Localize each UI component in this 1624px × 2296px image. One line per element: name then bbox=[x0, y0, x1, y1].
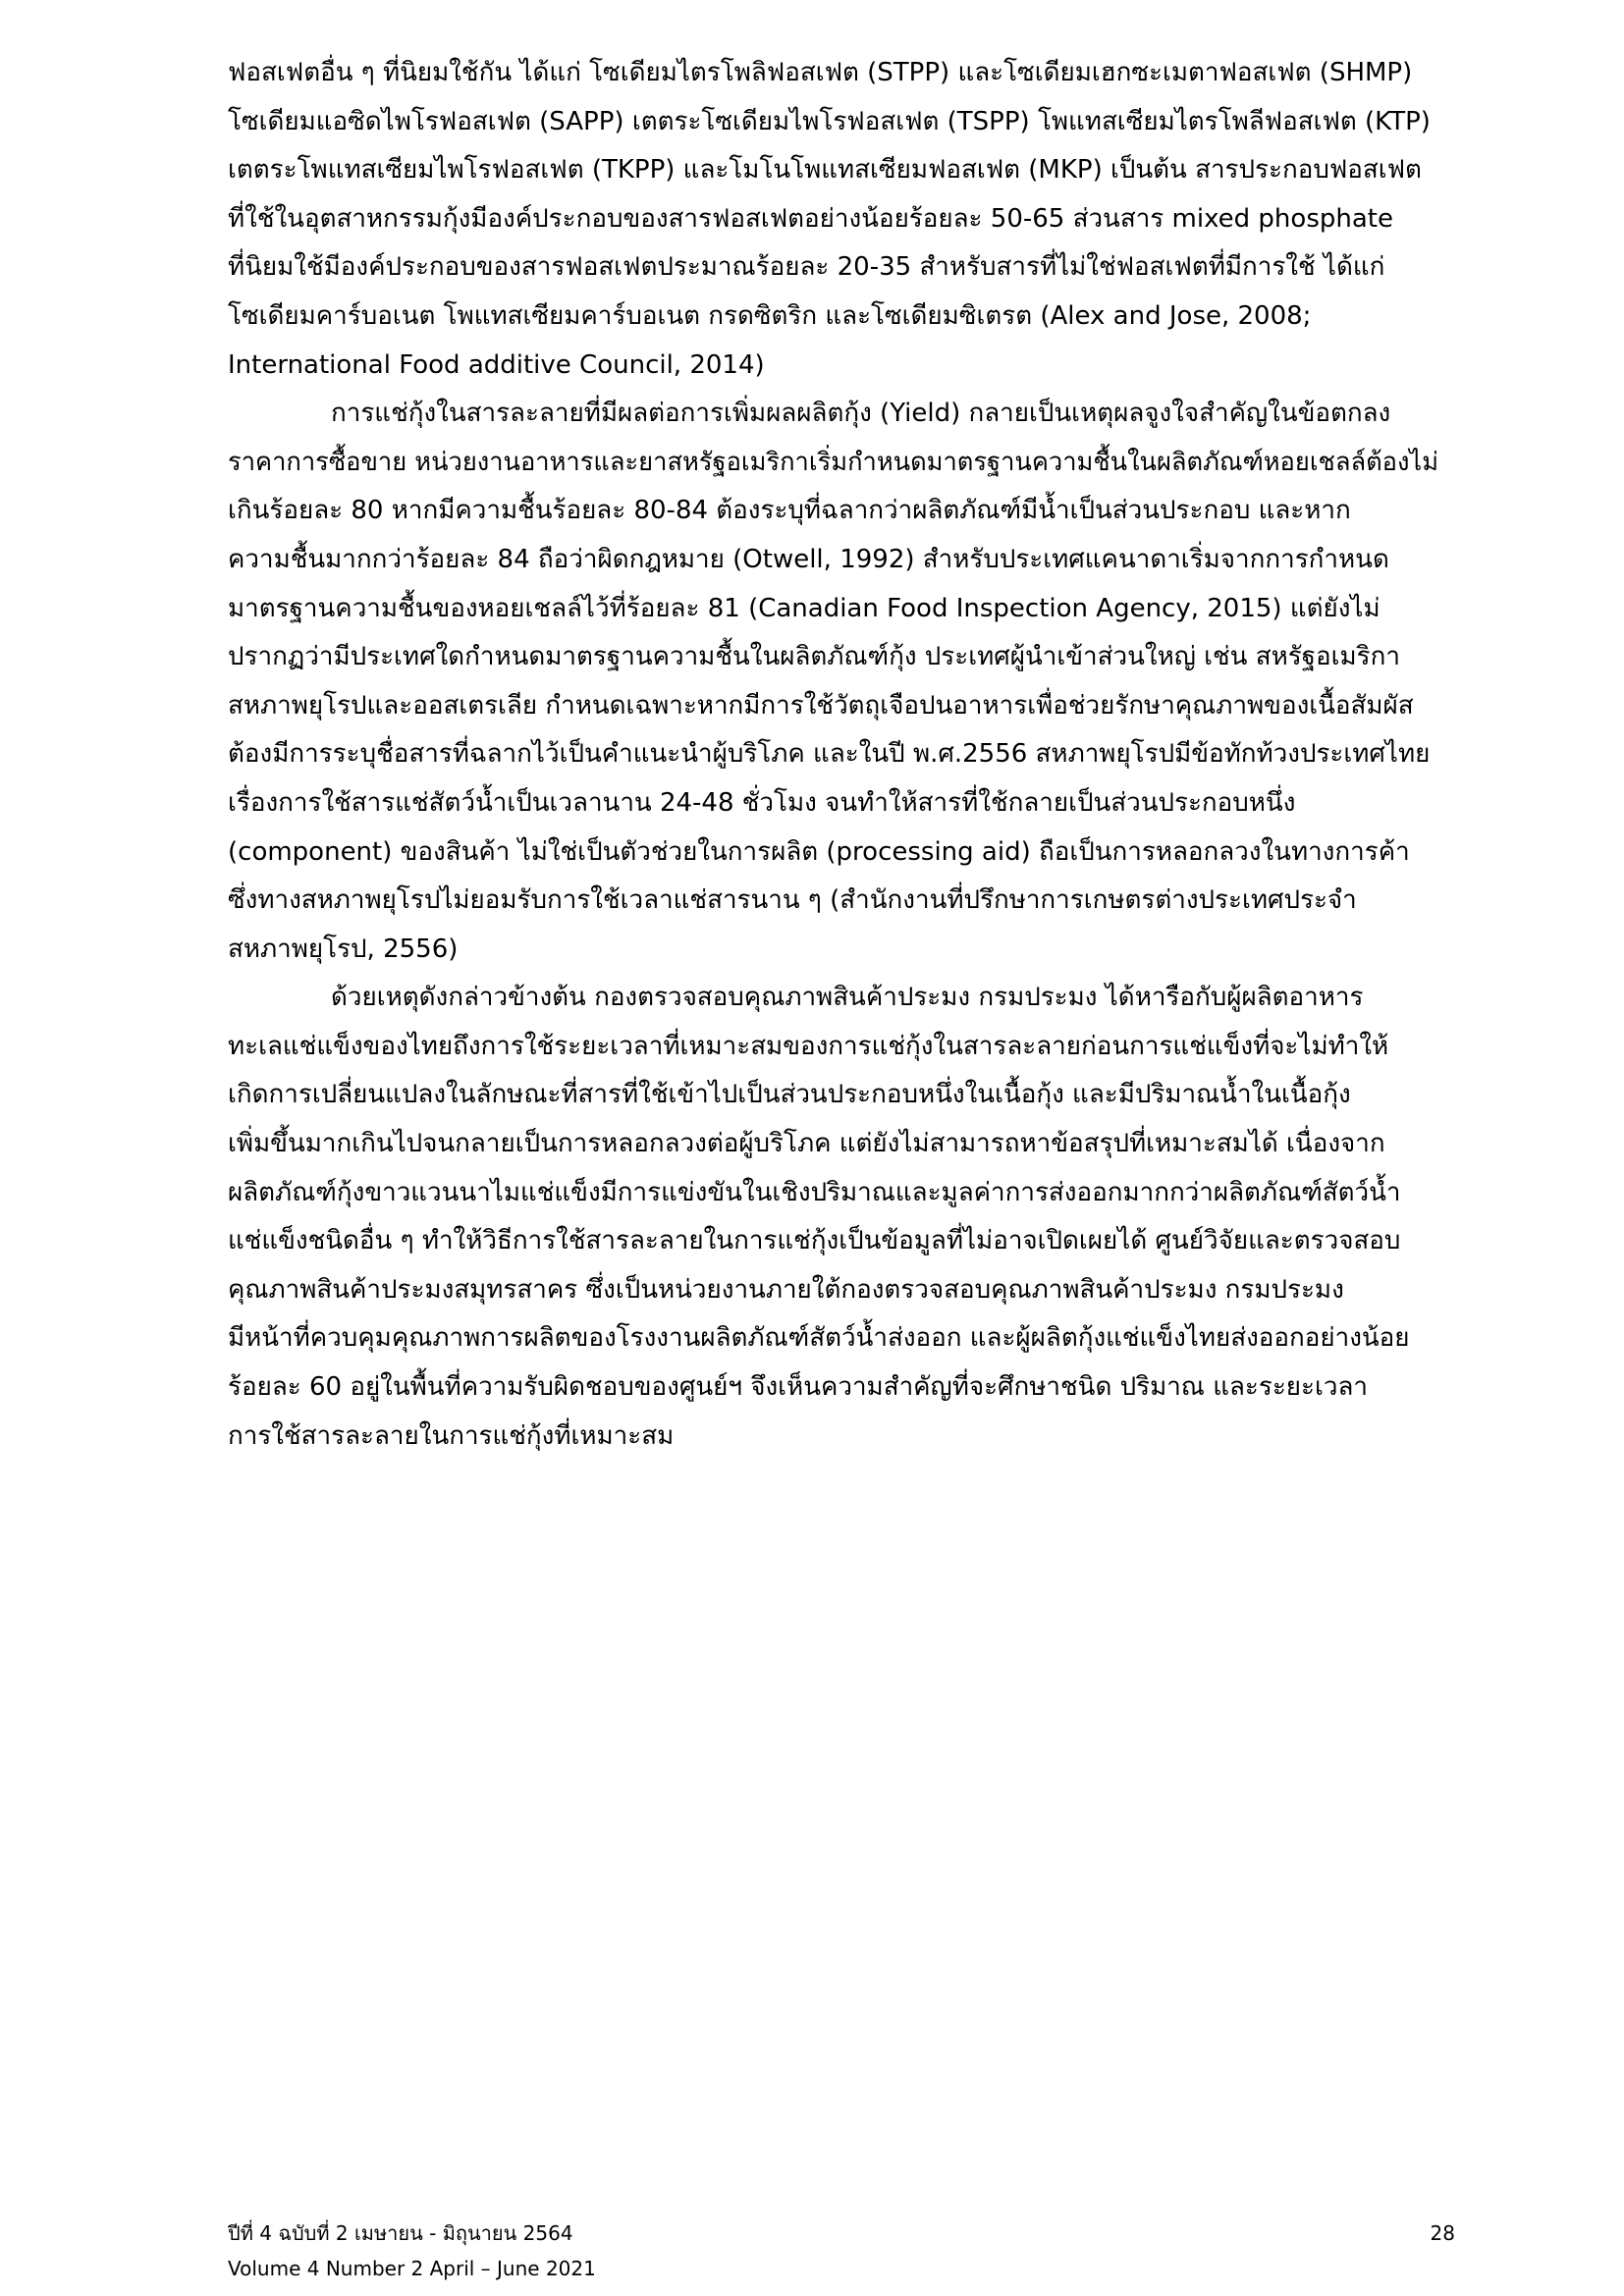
text-line: เตตระโพแทสเซียมไพโรฟอสเฟต (TKPP) และโมโนโพแทสเซียมฟอสเฟต (MKP) เป็นต้น สารประกอบฟอสเฟต bbox=[228, 155, 1422, 186]
text-line: ปรากฏว่ามีประเทศใดกำหนดมาตรฐานความชื้นในผลิตภัณฑ์กุ้ง ประเทศผู้นำเข้าส่วนใหญ่ เช่น สหรัฐอเมริกา bbox=[228, 642, 1400, 672]
text-line: ต้องมีการระบุชื่อสารที่ฉลากไว้เป็นคำแนะนำผู้บริโภค และในปี พ.ศ.2556 สหภาพยุโรปมีข้อทักท้วงประเทศไทย bbox=[228, 739, 1431, 770]
paragraph-first-line: การแช่กุ้งในสารละลายที่มีผลต่อการเพิ่มผลผลิตกุ้ง (Yield) กลายเป็นเหตุผลจูงใจสำคัญในข้อตกลง bbox=[331, 399, 1391, 429]
text-line: สหภาพยุโรปและออสเตรเลีย กำหนดเฉพาะหากมีการใช้วัตถุเจือปนอาหารเพื่อช่วยรักษาคุณภาพของเนื้อสัมผัส bbox=[228, 690, 1414, 721]
text-line: (component) ของสินค้า ไม่ใช่เป็นตัวช่วยในการผลิต (processing aid) ถือเป็นการหลอกลวงในทางการค้า bbox=[228, 836, 1410, 867]
page-number: 28 bbox=[1430, 2221, 1455, 2245]
text-line: โซเดียมแอซิดไพโรฟอสเฟต (SAPP) เตตระโซเดียมไพโรฟอสเฟต (TSPP) โพแทสเซียมไตรโพลีฟอสเฟต (KTP) bbox=[228, 106, 1431, 136]
body-text bbox=[228, 49, 1455, 1461]
text-line: มาตรฐานความชื้นของหอยเชลล์ไว้ที่ร้อยละ 81 (Canadian Food Inspection Agency, 2015) แต่ยังไม่ bbox=[228, 593, 1380, 623]
text-line: International Food additive Council, 2014) bbox=[228, 349, 765, 380]
text-line: ทะเลแช่แข็งของไทยถึงการใช้ระยะเวลาที่เหมาะสมของการแช่กุ้งในสารละลายก่อนการแช่แข็งที่จะไม่ทำให้ bbox=[228, 1031, 1389, 1061]
footer-issue-thai: ปีที่ 4 ฉบับที่ 2 เมษายน - มิถุนายน 2564 bbox=[228, 2221, 573, 2245]
text-line: ที่ใช้ในอุตสาหกรรมกุ้งมีองค์ประกอบของสารฟอสเฟตอย่างน้อยร้อยละ 50-65 ส่วนสาร mixed phosphate bbox=[228, 203, 1393, 234]
text-line: เกินร้อยละ 80 หากมีความชื้นร้อยละ 80-84 ต้องระบุที่ฉลากว่าผลิตภัณฑ์มีน้ำเป็นส่วนประกอบ และหาก bbox=[228, 496, 1351, 526]
text-line: ที่นิยมใช้มีองค์ประกอบของสารฟอสเฟตประมาณร้อยละ 20-35 สำหรับสารที่ไม่ใช่ฟอสเฟตที่มีการใช้ ได้แก่ bbox=[228, 252, 1385, 283]
text-line: โซเดียมคาร์บอเนต โพแทสเซียมคาร์บอเนต กรดซิตริก และโซเดียมซิเตรต (Alex and Jose, 2008; bbox=[228, 300, 1312, 331]
text-line: สหภาพยุโรป, 2556) bbox=[228, 934, 459, 964]
text-line: ผลิตภัณฑ์กุ้งขาวแวนนาไมแช่แข็งมีการแข่งขันในเชิงปริมาณและมูลค่าการส่งออกมากกว่าผลิตภัณฑ์สัตว์น้ำ bbox=[228, 1177, 1401, 1207]
paragraph-first-line: ด้วยเหตุดังกล่าวข้างต้น กองตรวจสอบคุณภาพสินค้าประมง กรมประมง ได้หารือกับผู้ผลิตอาหาร bbox=[331, 983, 1364, 1013]
text-line: แช่แข็งชนิดอื่น ๆ ทำให้วิธีการใช้สารละลายในการแช่กุ้งเป็นข้อมูลที่ไม่อาจเปิดเผยได้ ศูนย์วิจัยและตรวจสอบ bbox=[228, 1226, 1401, 1256]
text-line: คุณภาพสินค้าประมงสมุทรสาคร ซึ่งเป็นหน่วยงานภายใต้กองตรวจสอบคุณภาพสินค้าประมง กรมประมง bbox=[228, 1274, 1344, 1305]
footer-issue-english: Volume 4 Number 2 April – June 2021 bbox=[228, 2257, 596, 2280]
text-line: ร้อยละ 60 อยู่ในพื้นที่ความรับผิดชอบของศูนย์ฯ จึงเห็นความสำคัญที่จะศึกษาชนิด ปริมาณ และระยะเวลา bbox=[228, 1372, 1368, 1403]
text-line: ราคาการซื้อขาย หน่วยงานอาหารและยาสหรัฐอเมริกาเริ่มกำหนดมาตรฐานความชื้นในผลิตภัณฑ์หอยเชลล์ต้องไม่ bbox=[228, 447, 1439, 477]
text-line: ฟอสเฟตอื่น ๆ ที่นิยมใช้กัน ได้แก่ โซเดียมไตรโพลิฟอสเฟต (STPP) และโซเดียมเฮกซะเมตาฟอสเฟต (SHMP) bbox=[228, 58, 1413, 87]
text-line: เพิ่มขึ้นมากเกินไปจนกลายเป็นการหลอกลวงต่อผู้บริโภค แต่ยังไม่สามารถหาข้อสรุปที่เหมาะสมได้ เนื่องจาก bbox=[228, 1129, 1385, 1159]
page-footer bbox=[228, 2216, 1455, 2286]
text-line: เกิดการเปลี่ยนแปลงในลักษณะที่สารที่ใช้เข้าไปเป็นส่วนประกอบหนึ่งในเนื้อกุ้ง และมีปริมาณน้ำในเนื้อกุ้ง bbox=[228, 1080, 1351, 1110]
text-line: มีหน้าที่ควบคุมคุณภาพการผลิตของโรงงานผลิตภัณฑ์สัตว์น้ำส่งออก และผู้ผลิตกุ้งแช่แข็งไทยส่งออกอย่างน้อย bbox=[228, 1323, 1410, 1354]
text-line: การใช้สารละลายในการแช่กุ้งที่เหมาะสม bbox=[228, 1420, 675, 1451]
text-line: ซึ่งทางสหภาพยุโรปไม่ยอมรับการใช้เวลาแช่สารนาน ๆ (สำนักงานที่ปรึกษาการเกษตรต่างประเทศประจำ bbox=[228, 885, 1357, 916]
text-line: เรื่องการใช้สารแช่สัตว์น้ำเป็นเวลานาน 24-48 ชั่วโมง จนทำให้สารที่ใช้กลายเป็นส่วนประกอบหนึ่ง bbox=[228, 787, 1296, 818]
text-line: ความชื้นมากกว่าร้อยละ 84 ถือว่าผิดกฎหมาย (Otwell, 1992) สำหรับประเทศแคนาดาเริ่มจากการกำหนด bbox=[228, 544, 1389, 574]
